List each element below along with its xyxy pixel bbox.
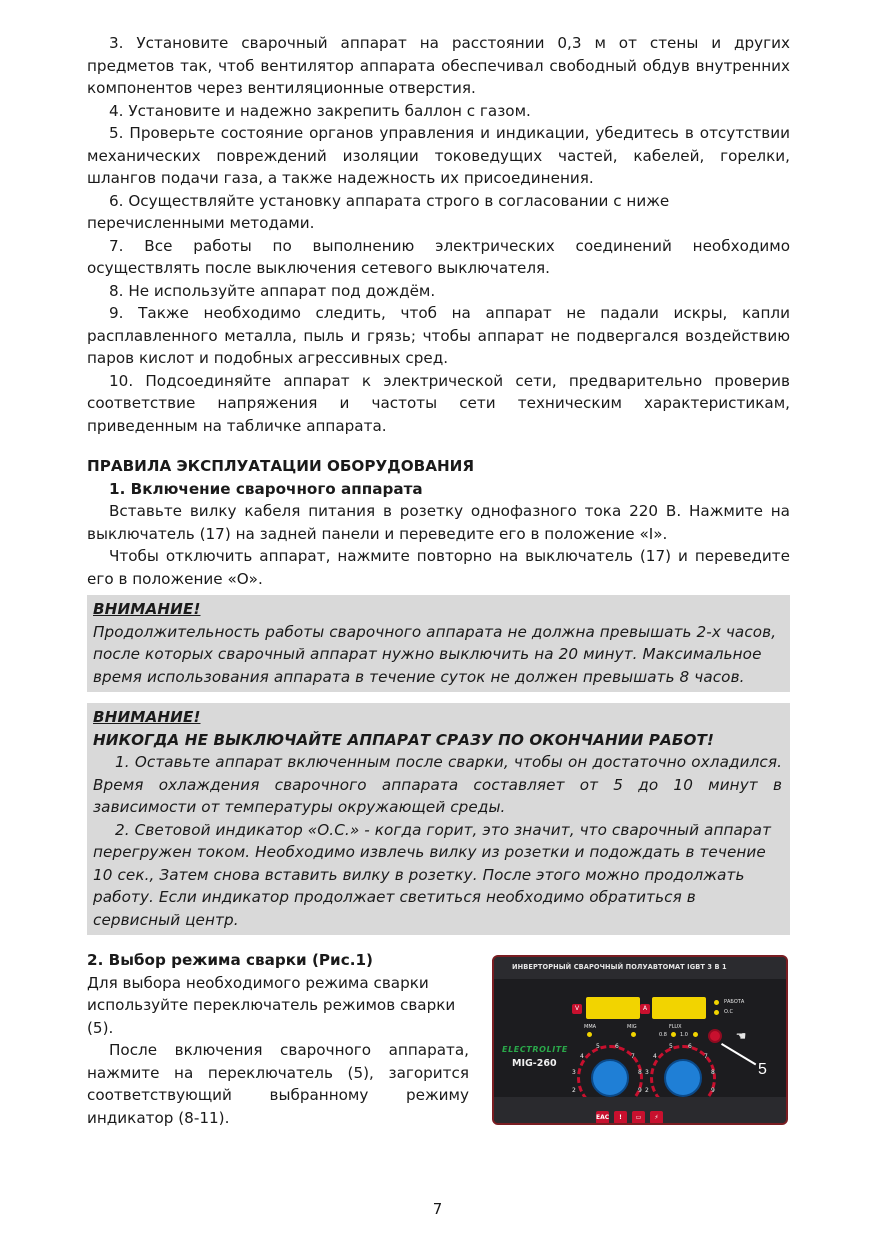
warning-item: 1. Оставьте аппарат включенным после сварки, чтобы он достаточно охладился. Время охлаждения сварочного аппарата составляет от 5 до 10 минут в зависимости от температуры окружающей среды. (93, 753, 782, 816)
wire-10-label: 1.0 (680, 1032, 688, 1038)
welder-front-panel-figure (492, 949, 792, 1127)
warning-title: ВНИМАНИЕ! (93, 708, 201, 726)
warning-item: 2. Световой индикатор «О.С.» - когда горит, это значит, что сварочный аппарат перегружен током. Необходимо извлечь вилку из розетки и подождать в течение 10 сек., Затем снова вставить вилку в розетку. После этого можно продолжать работу. Если индикатор продолжает светиться необходимо обратиться в сервисный центр. (93, 820, 772, 929)
paragraph: Вставьте вилку кабеля питания в розетку однофазного тока 220 В. Нажмите на выключатель (17) на задней панели и переведите его в положение «I». (87, 502, 790, 543)
knob-num: 8 (638, 1069, 642, 1076)
section-heading: ПРАВИЛА ЭКСПЛУАТАЦИИ ОБОРУДОВАНИЯ (87, 457, 475, 475)
eac-icon: EAC (596, 1111, 609, 1124)
warning-box (87, 595, 790, 692)
mode-mig-label: MIG (627, 1024, 637, 1030)
list-item: 6. Осуществляйте установку аппарата строго в согласовании с ниже перечисленными методами. (87, 191, 670, 232)
knob-num: 9 (638, 1087, 642, 1094)
knob-num: 4 (580, 1053, 584, 1060)
knob-num: 2 (645, 1087, 649, 1094)
knob-num: 7 (704, 1053, 708, 1060)
list-item: 5. Проверьте состояние органов управления и индикации, убедитесь в отсутствии механических повреждений изоляции токоведущих частей, кабелей, горелки, шлангов подачи газа, а также надежность их присоединения. (87, 124, 790, 187)
list-item: 3. Установите сварочный аппарат на расстоянии 0,3 м от стены и других предметов так, чтоб вентилятор аппарата обеспечивал свободный обдув внутренних компонентов через вентиляционные отверстия. (87, 34, 790, 97)
subsection-heading: 1. Включение сварочного аппарата (109, 479, 423, 498)
warning-box (87, 703, 790, 935)
voltage-display (586, 997, 640, 1019)
mode-section (87, 949, 790, 1134)
mode-mma-label: MMA (584, 1024, 597, 1030)
knob-num: 3 (645, 1069, 649, 1076)
callout-number: 5 (758, 1061, 767, 1078)
led-oc (714, 1010, 719, 1015)
list-item: 8. Не используйте аппарат под дождём. (109, 281, 436, 300)
model-name: MIG-260 (512, 1058, 557, 1069)
led-mma (587, 1032, 592, 1037)
device-title: ИНВЕРТОРНЫЙ СВАРОЧНЫЙ ПОЛУАВТОМАТ IGBT 3 В 1 (512, 963, 727, 971)
led-work-label: РАБОТА (724, 999, 745, 1005)
paragraph: После включения сварочного аппарата, нажмите на переключатель (5), загорится соответствующий выбранному режиму индикатор (8-11). (87, 1041, 469, 1127)
wire-08-label: 0.8 (659, 1032, 667, 1038)
list-item: 4. Установите и надежно закрепить баллон с газом. (109, 101, 531, 120)
knob-num: 7 (631, 1053, 635, 1060)
warning-headline: НИКОГДА НЕ ВЫКЛЮЧАЙТЕ АППАРАТ СРАЗУ ПО ОКОНЧАНИИ РАБОТ! (93, 730, 715, 749)
warning-text: Продолжительность работы сварочного аппарата не должна превышать 2-х часов, после которых сварочный аппарат нужно выключить на 20 минут. Максимальное время использования аппарата в течение суток не должен превышать 8 часов. (93, 622, 777, 686)
device-body (492, 955, 788, 1125)
mode-text (87, 949, 469, 1129)
knob-num: 9 (711, 1087, 715, 1094)
list-item: 7. Все работы по выполнению электрических соединений необходимо осуществлять после выключения сетевого выключателя. (87, 236, 790, 277)
led-10 (693, 1032, 698, 1037)
electric-icon: ⚡ (650, 1111, 663, 1124)
mode-switch-icon (708, 1029, 722, 1043)
knob-num: 4 (653, 1053, 657, 1060)
manual-icon: ▭ (632, 1111, 645, 1124)
hand-icon: ☚ (735, 1029, 747, 1043)
voltage-knob-cap (664, 1059, 702, 1097)
led-mig (631, 1032, 636, 1037)
paragraph: Для выбора необходимого режима сварки используйте переключатель режимов сварки (5). (87, 973, 456, 1037)
knob-num: 3 (572, 1069, 576, 1076)
v-label: V (572, 1004, 582, 1014)
mode-flux-label: FLUX (669, 1024, 682, 1030)
knob-num: 6 (688, 1043, 692, 1050)
warning-icon: ! (614, 1111, 627, 1124)
led-08 (671, 1032, 676, 1037)
knob-num: 5 (669, 1043, 673, 1050)
warning-title: ВНИМАНИЕ! (93, 600, 201, 618)
callout-line (721, 1043, 756, 1065)
page-content (87, 32, 790, 1134)
knob-num: 8 (711, 1069, 715, 1076)
knob-num: 2 (572, 1087, 576, 1094)
knob-num: 5 (596, 1043, 600, 1050)
current-knob-cap (591, 1059, 629, 1097)
a-label: A (640, 1004, 650, 1014)
current-display (652, 997, 706, 1019)
paragraph: Чтобы отключить аппарат, нажмите повторно на выключатель (17) и переведите его в положение «О». (87, 547, 790, 588)
list-item: 10. Подсоединяйте аппарат к электрической сети, предварительно проверив соответствие напряжения и частоты сети техническим характеристикам, приведенным на табличке аппарата. (87, 371, 790, 435)
page-number: 7 (432, 1200, 443, 1218)
led-work (714, 1000, 719, 1005)
led-oc-label: О.С (724, 1009, 734, 1015)
brand-logo: ELECTROLITE (502, 1045, 568, 1054)
knob-num: 6 (615, 1043, 619, 1050)
subsection-heading: 2. Выбор режима сварки (Рис.1) (87, 951, 373, 969)
list-item: 9. Также необходимо следить, чтоб на аппарат не падали искры, капли расплавленного металла, пыль и грязь; чтобы аппарат не подвергался воздействию паров кислот и подобных агрессивных сред. (87, 304, 790, 367)
